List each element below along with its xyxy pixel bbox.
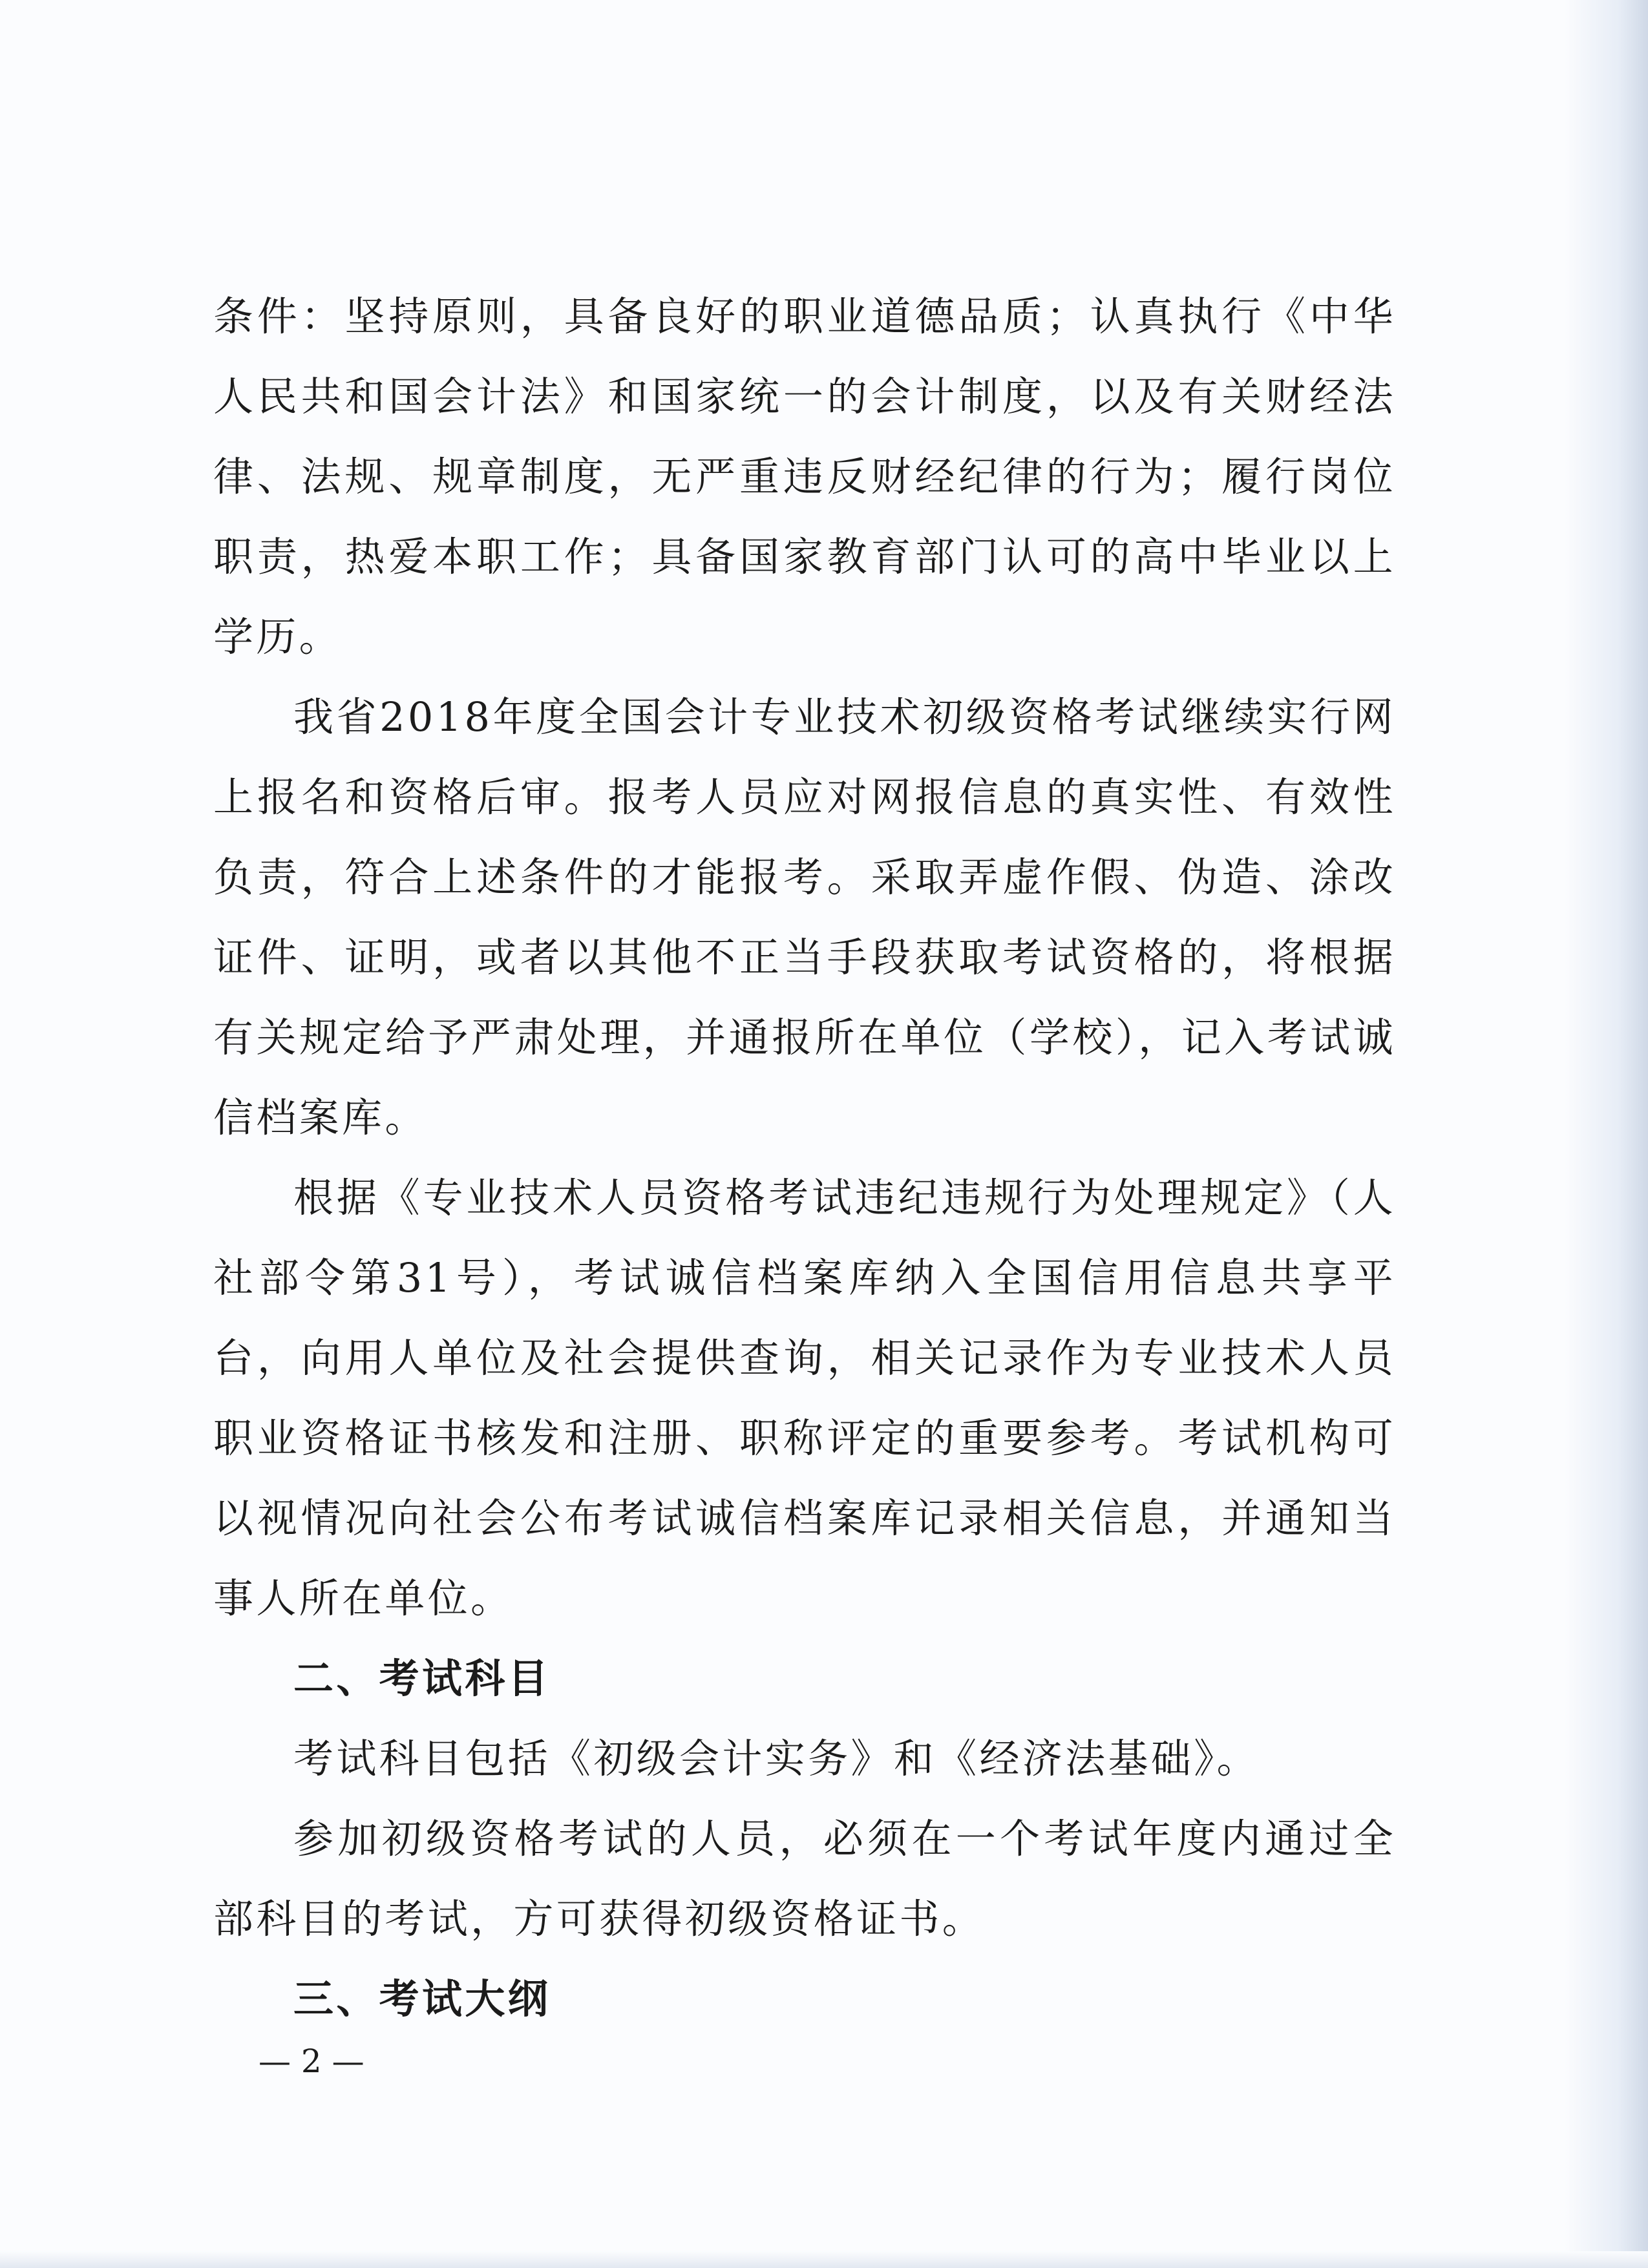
paragraph-online-registration: 我省2018年度全国会计专业技术初级资格考试继续实行网上报名和资格后审。报考人员应对网报信息的真实性、有效性负责，符合上述条件的才能报考。采取弄虚作假、伪造、涂改证件、证明，或者以其他不正当手段获取考试资格的，将根据有关规定给予严肃处理，并通报所在单位（学校），记入考试诚信档案库。: [213, 693, 1396, 1141]
document-body: [213, 277, 1396, 2039]
scan-edge-shadow: [1564, 0, 1648, 2268]
scan-bottom-shadow: [0, 2251, 1648, 2268]
paragraph-pass-requirement: 参加初级资格考试的人员，必须在一个考试年度内通过全部科目的考试，方可获得初级资格证书。: [213, 1815, 1396, 1942]
paragraph-eligibility-conditions: 条件：坚持原则，具备良好的职业道德品质；认真执行《中华人民共和国会计法》和国家统一的会计制度，以及有关财经法律、法规、规章制度，无严重违反财经纪律的行为；履行岗位职责，热爱本职工作；具备国家教育部门认可的高中毕业以上学历。: [213, 293, 1396, 660]
section-heading-exam-syllabus: 三、考试大纲: [293, 1975, 551, 2022]
paragraph-integrity-archive: 根据《专业技术人员资格考试违纪违规行为处理规定》（人社部令第31号），考试诚信档案库纳入全国信用信息共享平台，向用人单位及社会提供查询，相关记录作为专业技术人员职业资格证书核发和注册、职称评定的重要参考。考试机构可以视情况向社会公布考试诚信档案库记录相关信息，并通知当事人所在单位。: [213, 1174, 1396, 1622]
section-heading-exam-subjects: 二、考试科目: [293, 1655, 551, 1702]
page-number: — 2 —: [259, 2042, 364, 2080]
paragraph-exam-subjects: 考试科目包括《初级会计实务》和《经济法基础》。: [293, 1735, 1260, 1782]
